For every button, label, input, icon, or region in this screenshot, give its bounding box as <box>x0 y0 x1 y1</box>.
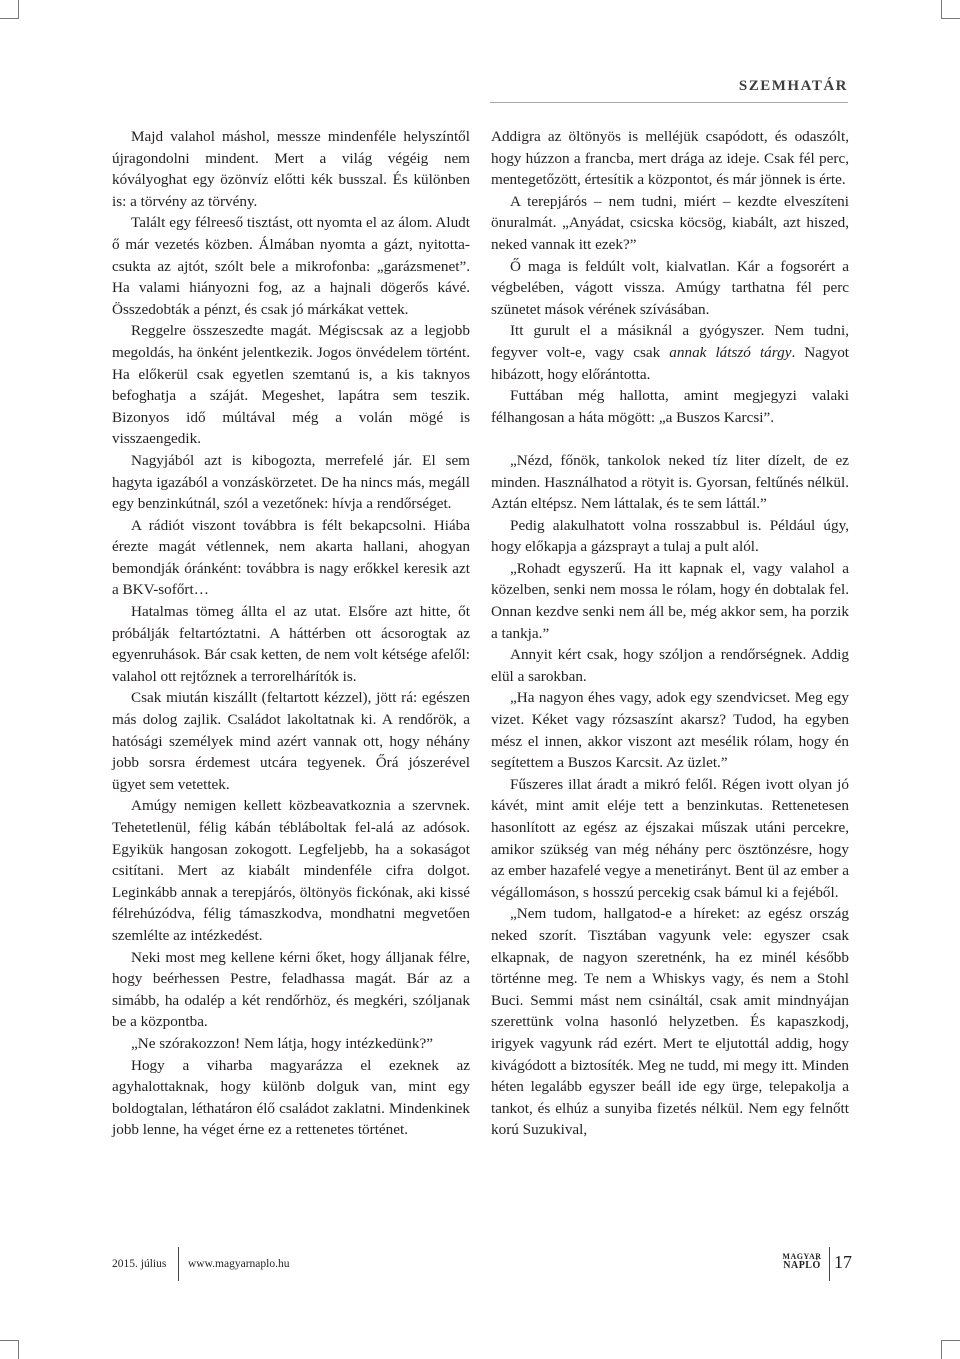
crop-mark-bottom-left <box>0 1340 19 1359</box>
paragraph-text: Annyit kért csak, hogy szóljon a rendőrségnek. Addig elül a sarokban. <box>491 646 849 685</box>
paragraph-text: Itt gurult el a másiknál a gyógyszer. Nem tudni, fegyver volt-e, vagy csak <box>491 322 849 361</box>
paragraph-emphasis: annak látszó tárgy <box>669 343 792 361</box>
paragraph <box>491 774 849 904</box>
paragraph <box>491 191 849 256</box>
paragraph-text: Majd valahol máshol, messze mindenféle helyszíntől újragondolni mindent. Mert a világ végéig nem kóvályoghat egy özönvíz előtti kék busszal. És különben is: a törvény az törvény. <box>112 128 470 210</box>
left-column <box>112 126 470 1141</box>
paragraph-text: Csak miután kiszállt (feltartott kézzel), jött rá: egészen más dolog zajlik. Családot lakoltatnak ki. A rendőrök, a hatósági személyek mind azért vannak ott, hogy néhány jobb sorsra érdemest utcára tegyenek. Őrá jószerével ügyet sem vetettek. <box>112 689 470 793</box>
paragraph <box>112 1055 470 1141</box>
paragraph <box>112 515 470 601</box>
footer-divider <box>178 1247 179 1281</box>
paragraph-text: „Nem tudom, hallgatod-e a híreket: az egész ország neked szorít. Tisztában vagyunk vele: egyszer csak elkapnak, de nagyon szeretnénk, ha ez minél később történne meg. Te nem a Whiskys vagy, és nem a Stohl Buci. Semmi mást nem csináltál, csak amit mindnyájan szerettünk volna hasonló helyzetben. És kapaszkodj, irigyek vagyunk rád ezért. Mert te eljutottál addig, hogy kivágódott a biztosíték. Meg ne tudd, mi megy itt. Minden héten legalább egyszer beáll ide egy ürge, telepakolja a tankot, és elhúz a sunyiba fizetés nélkül. Nem egy felnőtt korú Suzukival, <box>491 905 849 1139</box>
paragraph-text: Hatalmas tömeg állta el az utat. Elsőre azt hitte, őt próbálják feltartóztatni. A háttérben ott ácsorogtak az egyenruhások. Bár csak ketten, de nem volt kétsége afelől: valahol ott rejtőznek a terrorelhárítók is. <box>112 603 470 685</box>
paragraph-text: Reggelre összeszedte magát. Mégiscsak az a legjobb megoldás, ha önként jelentkezik. Jogos önvédelem történt. Ha előkerül csak egyetlen szemtanú is, a kis taknyos befoghatja a száját. Megeshet, lapátra sem teszik. Bizonyos idő múltával még a volán mögé is visszaengedik. <box>112 322 470 448</box>
page-number: 17 <box>834 1252 852 1272</box>
paragraph <box>491 450 849 515</box>
paragraph-text: Hogy a viharba magyarázza el ezeknek az agyhalottaknak, hogy különb dolguk van, mint egy boldogtalan, léthatáron élő családot zaklatni. Mindenkinek jobb lenne, ha véget érne ez a rettenetes történet. <box>112 1056 470 1139</box>
paragraph-text: A rádiót viszont továbbra is félt bekapcsolni. Hiába érezte magát vétlennek, nem akarta hallani, ahogyan bemondják óránként: továbbra is nagy erőkkel keresik azt a BKV-sofőrt… <box>112 516 470 599</box>
paragraph <box>491 256 849 321</box>
crop-mark-top-right <box>941 0 960 19</box>
logo-line-1: MAGYAR <box>782 1252 822 1261</box>
section-header-rule <box>490 102 848 103</box>
paragraph-text: A terepjárós – nem tudni, miért – kezdte elveszíteni önuralmát. „Anyádat, csicska köcsög, kiabált, azt hiszed, neked vannak itt ezek?” <box>491 192 849 253</box>
paragraph <box>112 212 470 320</box>
paragraph-text-tail: . Nagyot hibázott, hogy előrántotta. <box>491 343 850 383</box>
paragraph <box>491 385 849 428</box>
paragraph <box>491 644 849 687</box>
paragraph-text: „Ne szórakozzon! Nem látja, hogy intézkedünk?” <box>131 1034 433 1052</box>
paragraph-text: „Nézd, főnök, tankolok neked tíz liter dízelt, de ez minden. Használhatod a rötyit is. Gyorsan, feltűnés nélkül. Aztán eltépsz. Nem láttalak, és te sem láttál.” <box>491 451 849 513</box>
paragraph-text: Futtában még hallotta, amint megjegyzi valaki félhangosan a háta mögött: „a Buszos Karcsi”. <box>491 387 849 426</box>
paragraph-text: Neki most meg kellene kérni őket, hogy álljanak félre, hogy beérhessen Pestre, feladhassa magát. Bár az a simább, ha odalép a két rendőrhöz, és megkéri, szóljanak be a központba. <box>112 948 470 1031</box>
section-header: SZEMHATÁR <box>738 78 848 94</box>
paragraph <box>491 687 849 773</box>
paragraph <box>491 126 849 191</box>
paragraph-text: Talált egy félreeső tisztást, ott nyomta el az álom. Aludt ő már vezetés közben. Álmában nyomta a gázt, nyitotta-csukta az ajtót, szólt bele a mikrofonba: „garázsmenet”. Ha valami hiányozni fog, az a hajnali dögerős kávé. Összedobták a pénzt, és csak jó márkákat vettek. <box>112 214 470 318</box>
paragraph <box>491 903 849 1141</box>
page-number-divider <box>829 1247 830 1281</box>
paragraph-text: Fűszeres illat áradt a mikró felől. Régen ivott olyan jó kávét, mint amit eléje tett a benzinkutas. Rettenetesen hasonlított az egész az éjszakai műszak utáni percekre, amikor szükség van még néhány perc ösztönzésre, hogy az ember hazafelé vegye a menetirányt. Bent ül az ember a végállomáson, s hosszú percekig csak bámul ki a fejéből. <box>491 775 849 901</box>
paragraph <box>112 947 470 1033</box>
paragraph <box>112 687 470 795</box>
paragraph <box>112 795 470 946</box>
paragraph-text: „Ha nagyon éhes vagy, adok egy szendvicset. Meg egy vizet. Kéket vagy rózsaszínt akarsz? Tudod, ha egyben mész el innen, akkor viszont azt mesélik rólam, hogy én segítettem a Buszos Karcsit. Az üzlet.” <box>491 689 849 772</box>
paragraph-text: Pedig alakulhatott volna rosszabbul is. Például úgy, hogy előkapja a gázsprayt a tulaj a pult alól. <box>491 516 849 556</box>
paragraph <box>491 558 849 644</box>
footer-url: www.magyarnaplo.hu <box>188 1258 290 1270</box>
crop-mark-bottom-right <box>941 1340 960 1359</box>
paragraph <box>112 320 470 450</box>
paragraph <box>112 126 470 212</box>
paragraph-text: Ő maga is feldúlt volt, kialvatlan. Kár a fogsorért a végbelében, vágott vissza. Amúgy tarthatna fél perc szünetet mások vérének szívásában. <box>491 257 849 318</box>
paragraph-text: Addigra az öltönyös is melléjük csapódott, és odaszólt, hogy húzzon a francba, mert drága az ideje. Csak fél perc, mentegetőzött, értesítik a központot, és már jönnek is érte. <box>491 128 849 189</box>
footer-date: 2015. július <box>112 1258 167 1270</box>
paragraph <box>112 601 470 687</box>
magazine-logo <box>780 1252 824 1270</box>
paragraph <box>491 320 849 385</box>
paragraph-text: Amúgy nemigen kellett közbeavatkoznia a szervnek. Tehetetlenül, félig kábán tébláboltak fel-alá az adósok. Egyikük hangosan zokogott. Legfeljebb, ha a sokaságot csitítani. Mert az kiabált mindenféle cifra dolgot. Leginkább annak a terepjárós, öltönyös fickónak, aki kissé félrehúzódva, félig támaszkodva, mondhatni megvetően szemlélte az intézkedést. <box>112 797 470 944</box>
crop-mark-top-left <box>0 0 19 19</box>
paragraph-text: „Rohadt egyszerű. Ha itt kapnak el, vagy valahol a közelben, senki nem mossa le rólam, hogy én dobtalak fel. Onnan kezdve senki nem áll be, még akkor sem, ha porzik a tankja.” <box>491 559 849 642</box>
paragraph <box>112 1033 470 1055</box>
right-column <box>491 126 849 1141</box>
logo-line-2: NAPLÓ <box>783 1260 821 1271</box>
paragraph-text: Nagyjából azt is kibogozta, merrefelé jár. El sem hagyta igazából a vonzáskörzetet. De ha nincs más, megáll egy benzinkútnál, szól a vezetőnek: hívja a rendőrséget. <box>112 451 470 513</box>
paragraph <box>491 515 849 558</box>
paragraph <box>112 450 470 515</box>
